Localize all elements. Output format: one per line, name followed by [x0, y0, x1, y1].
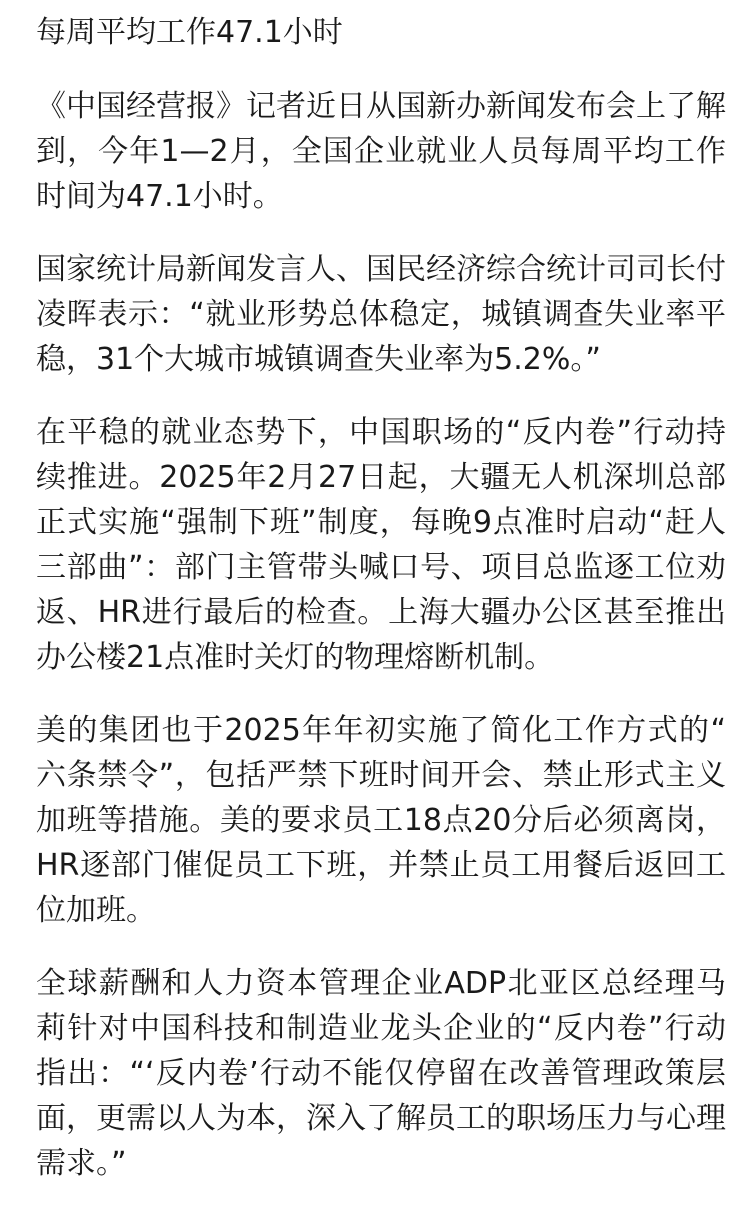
- article-body: [36, 10, 726, 1214]
- paragraph-statistics-quote: 国家统计局新闻发言人、国民经济综合统计司司长付凌晖表示：“就业形势总体稳定，城镇调查失业率平稳，31个大城市城镇调查失业率为5.2%。”: [36, 252, 726, 377]
- paragraph-intro: 《中国经营报》记者近日从国新办新闻发布会上了解到，今年1—2月，全国企业就业人员每周平均工作时间为47.1小时。: [36, 89, 726, 214]
- paragraph-midea: 美的集团也于2025年年初实施了简化工作方式的“六条禁令”，包括严禁下班时间开会、禁止形式主义加班等措施。美的要求员工18点20分后必须离岗，HR逐部门催促员工下班，并禁止员工用餐后返回工位加班。: [36, 713, 726, 928]
- paragraph-adp: 全球薪酬和人力资本管理企业ADP北亚区总经理马莉针对中国科技和制造业龙头企业的“反内卷”行动指出：“‘反内卷’行动不能仅停留在改善管理政策层面，更需以人为本，深入了解员工的职场压力与心理需求。”: [36, 966, 726, 1181]
- paragraph-dji: 在平稳的就业态势下，中国职场的“反内卷”行动持续推进。2025年2月27日起，大疆无人机深圳总部正式实施“强制下班”制度，每晚9点准时启动“赶人三部曲”：部门主管带头喊口号、项目总监逐工位劝返、HR进行最后的检查。上海大疆办公区甚至推出办公楼21点准时关灯的物理熔断机制。: [36, 415, 726, 675]
- article-headline: 每周平均工作47.1小时: [36, 15, 343, 50]
